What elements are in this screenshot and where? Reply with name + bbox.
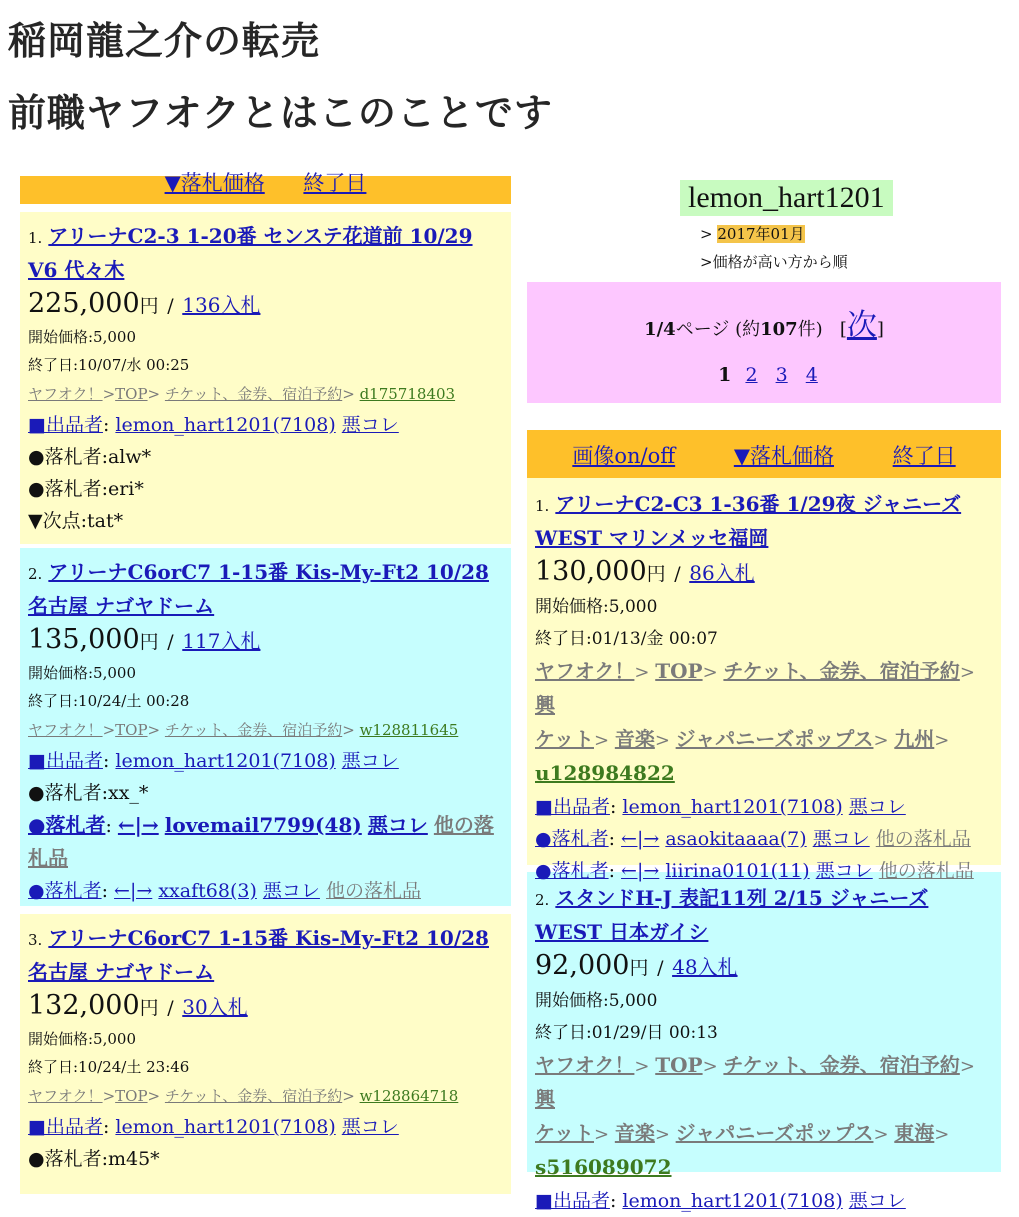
crumb-category[interactable]: チケット、金券、宿泊予約 bbox=[164, 385, 343, 403]
bad-collection-link[interactable]: 悪コレ bbox=[262, 880, 320, 902]
winner-link[interactable]: lovemail7799(48) bbox=[164, 813, 362, 837]
category-breadcrumb: ヤフオク！>TOP> チケット、金券、宿泊予約> d175718403 bbox=[28, 385, 456, 403]
winner-line: ●落札者: ←|→ asaokitaaaa(7) 悪コレ 他の落札品 bbox=[535, 828, 971, 850]
month-highlight[interactable]: 2017年01月 bbox=[717, 225, 805, 243]
bids-link[interactable]: 117入札 bbox=[182, 629, 261, 653]
crumb-top[interactable]: TOP bbox=[115, 1087, 148, 1105]
sort-end-link[interactable]: 終了日 bbox=[892, 444, 956, 468]
page-2-link[interactable]: 2 bbox=[745, 364, 758, 386]
seller-link[interactable]: lemon_hart1201(7108) bbox=[115, 750, 336, 772]
bad-collection-link[interactable]: 悪コレ bbox=[341, 1116, 399, 1138]
pager bbox=[527, 282, 1001, 403]
category-breadcrumb: ヤフオク！>TOP> チケット、金券、宿泊予約> w128811645 bbox=[28, 721, 459, 739]
bad-collection-link[interactable]: 悪コレ bbox=[848, 1190, 906, 1212]
category-breadcrumb: ヤフオク！> TOP> チケット、金券、宿泊予約> 興 ケット> 音楽> ジャパニーズポップス> 九州> u128984822 bbox=[535, 659, 975, 785]
sort-price-link[interactable]: ▼落札価格 bbox=[164, 171, 265, 195]
start-price: 開始価格:5,000 bbox=[28, 1030, 136, 1048]
crumb-top[interactable]: TOP bbox=[115, 385, 148, 403]
bad-collection-link[interactable]: 悪コレ bbox=[341, 750, 399, 772]
item-title-link[interactable]: アリーナC6orC7 1-15番 Kis-My-Ft2 10/28 名古屋 ナゴヤドーム bbox=[28, 560, 489, 618]
prev-next-link[interactable]: ←|→ bbox=[114, 880, 153, 902]
bad-collection-link[interactable]: 悪コレ bbox=[341, 414, 399, 436]
bids-link[interactable]: 48入札 bbox=[672, 955, 738, 979]
item-price: 130,000円 / 86入札 bbox=[535, 556, 755, 587]
auction-id-link[interactable]: w128811645 bbox=[359, 721, 459, 739]
page-3-link[interactable]: 3 bbox=[775, 364, 788, 386]
bids-link[interactable]: 136入札 bbox=[182, 293, 261, 317]
winner-link[interactable]: xxaft68(3) bbox=[158, 880, 257, 902]
sort-end-link[interactable]: 終了日 bbox=[303, 171, 367, 195]
page-4-link[interactable]: 4 bbox=[805, 364, 818, 386]
item-price: 92,000円 / 48入札 bbox=[535, 950, 738, 981]
sort-order-crumb[interactable]: >価格が高い方から順 bbox=[700, 253, 848, 271]
sort-bar bbox=[20, 171, 511, 204]
page-1: 1 bbox=[718, 364, 732, 386]
seller-line: ■出品者: lemon_hart1201(7108) 悪コレ bbox=[535, 1190, 906, 1212]
start-price: 開始価格:5,000 bbox=[535, 597, 658, 617]
seller-line: ■出品者: lemon_hart1201(7108) 悪コレ bbox=[28, 750, 399, 772]
end-date: 終了日:10/24/土 23:46 bbox=[28, 1058, 190, 1076]
right-item-list bbox=[527, 478, 1001, 1212]
item-title: 2. スタンドH-J 表記11列 2/15 ジャニーズWEST 日本ガイシ bbox=[535, 886, 929, 944]
other-wins-link[interactable]: 他の落札品 bbox=[28, 813, 494, 870]
sort-price-link[interactable]: ▼落札価格 bbox=[733, 444, 834, 468]
runner-up-line: ▼次点:tat* bbox=[28, 510, 124, 532]
item-title-link[interactable]: アリーナC6orC7 1-15番 Kis-My-Ft2 10/28 名古屋 ナゴヤドーム bbox=[28, 926, 489, 984]
item-title-link[interactable]: アリーナC2-C3 1-36番 1/29夜 ジャニーズWEST マリンメッセ福岡 bbox=[535, 492, 962, 550]
next-page-link[interactable]: 次 bbox=[846, 308, 877, 343]
bids-link[interactable]: 30入札 bbox=[182, 995, 248, 1019]
crumb-yahuoku[interactable]: ヤフオク！ bbox=[28, 385, 103, 403]
end-date: 終了日:01/29/日 00:13 bbox=[535, 1023, 718, 1043]
left-screenshot bbox=[20, 171, 511, 1177]
auction-id-link[interactable]: s516089072 bbox=[535, 1155, 672, 1179]
page-title: 稲岡龍之介の転売 bbox=[8, 19, 321, 63]
start-price: 開始価格:5,000 bbox=[28, 328, 136, 346]
auction-id-link[interactable]: u128984822 bbox=[535, 761, 675, 785]
page-subtitle: 前職ヤフオクとはこのことです bbox=[8, 91, 553, 135]
winner-line: ●落札者: ←|→ xxaft68(3) 悪コレ 他の落札品 bbox=[28, 880, 421, 902]
seller-link[interactable]: lemon_hart1201(7108) bbox=[115, 1116, 336, 1138]
auction-item bbox=[20, 914, 511, 1194]
auction-id-link[interactable]: w128864718 bbox=[359, 1087, 459, 1105]
page-numbers bbox=[527, 364, 1001, 386]
crumb-top[interactable]: TOP bbox=[115, 721, 148, 739]
seller-line: ■出品者: lemon_hart1201(7108) 悪コレ bbox=[535, 796, 906, 818]
prev-next-link[interactable]: ←|→ bbox=[117, 813, 159, 837]
item-title-link[interactable]: スタンドH-J 表記11列 2/15 ジャニーズWEST 日本ガイシ bbox=[535, 886, 929, 944]
crumb-category[interactable]: チケット、金券、宿泊予約 bbox=[164, 1087, 343, 1105]
category-breadcrumb: ヤフオク！>TOP> チケット、金券、宿泊予約> w128864718 bbox=[28, 1087, 459, 1105]
crumb-category[interactable]: チケット、金券、宿泊予約 bbox=[164, 721, 343, 739]
spacer bbox=[20, 204, 511, 212]
bad-collection-link[interactable]: 悪コレ bbox=[848, 796, 906, 818]
seller-line: ■出品者: lemon_hart1201(7108) 悪コレ bbox=[28, 414, 399, 436]
seller-line: ■出品者: lemon_hart1201(7108) 悪コレ bbox=[28, 1116, 399, 1138]
winner-line: ●落札者: ←|→ lovemail7799(48) 悪コレ 他の落札品 bbox=[28, 813, 494, 870]
item-price: 132,000円 / 30入札 bbox=[28, 990, 248, 1021]
start-price: 開始価格:5,000 bbox=[28, 664, 136, 682]
image-toggle-link[interactable]: 画像on/off bbox=[572, 444, 676, 468]
auction-item bbox=[527, 478, 1001, 882]
item-title: 3. アリーナC6orC7 1-15番 Kis-My-Ft2 10/28 名古屋 ナゴヤドーム bbox=[28, 926, 489, 984]
end-date: 終了日:01/13/金 00:07 bbox=[535, 629, 718, 649]
winner-line: ●落札者: ←|→ liirina0101(11) 悪コレ 他の落札品 bbox=[535, 860, 974, 882]
auction-item bbox=[20, 212, 511, 544]
seller-link[interactable]: lemon_hart1201(7108) bbox=[622, 796, 843, 818]
auction-item bbox=[527, 872, 1001, 1212]
auction-id-link[interactable]: d175718403 bbox=[359, 385, 456, 403]
winner-line: ●落札者:m45* bbox=[28, 1148, 160, 1170]
bad-collection-link[interactable]: 悪コレ bbox=[367, 813, 428, 837]
item-title: 1. アリーナC2-C3 1-36番 1/29夜 ジャニーズWEST マリンメッセ福岡 bbox=[535, 492, 962, 550]
item-title: 2. アリーナC6orC7 1-15番 Kis-My-Ft2 10/28 名古屋 ナゴヤドーム bbox=[28, 560, 489, 618]
item-price: 225,000円 / 136入札 bbox=[28, 288, 261, 319]
start-price: 開始価格:5,000 bbox=[535, 991, 658, 1011]
month-crumb: > 2017年01月 bbox=[700, 225, 805, 243]
end-date: 終了日:10/07/水 00:25 bbox=[28, 356, 190, 374]
auction-item bbox=[20, 548, 511, 906]
item-title: 1. アリーナC2-3 1-20番 センステ花道前 10/29 V6 代々木 bbox=[28, 224, 473, 282]
seller-name: lemon_hart1201 bbox=[680, 180, 893, 216]
item-price: 135,000円 / 117入札 bbox=[28, 624, 261, 655]
item-title-link[interactable]: アリーナC2-3 1-20番 センステ花道前 10/29 V6 代々木 bbox=[28, 224, 473, 282]
other-wins-link[interactable]: 他の落札品 bbox=[325, 880, 421, 902]
sort-bar bbox=[527, 430, 1001, 478]
page-info: 1/4ページ (約107件) [次] bbox=[644, 308, 884, 343]
winner-line: ●落札者:alw* bbox=[28, 446, 152, 468]
seller-link[interactable]: lemon_hart1201(7108) bbox=[115, 414, 336, 436]
crumb-yahuoku[interactable]: ヤフオク！ bbox=[28, 1087, 103, 1105]
crumb-yahuoku[interactable]: ヤフオク！ bbox=[28, 721, 103, 739]
end-date: 終了日:10/24/土 00:28 bbox=[28, 692, 190, 710]
seller-link[interactable]: lemon_hart1201(7108) bbox=[622, 1190, 843, 1212]
bids-link[interactable]: 86入札 bbox=[689, 561, 755, 585]
winner-line: ●落札者:eri* bbox=[28, 478, 144, 500]
winner-line: ●落札者:xx_* bbox=[28, 782, 149, 804]
category-breadcrumb: ヤフオク！> TOP> チケット、金券、宿泊予約> 興 ケット> 音楽> ジャパニーズポップス> 東海> s516089072 bbox=[535, 1053, 975, 1179]
